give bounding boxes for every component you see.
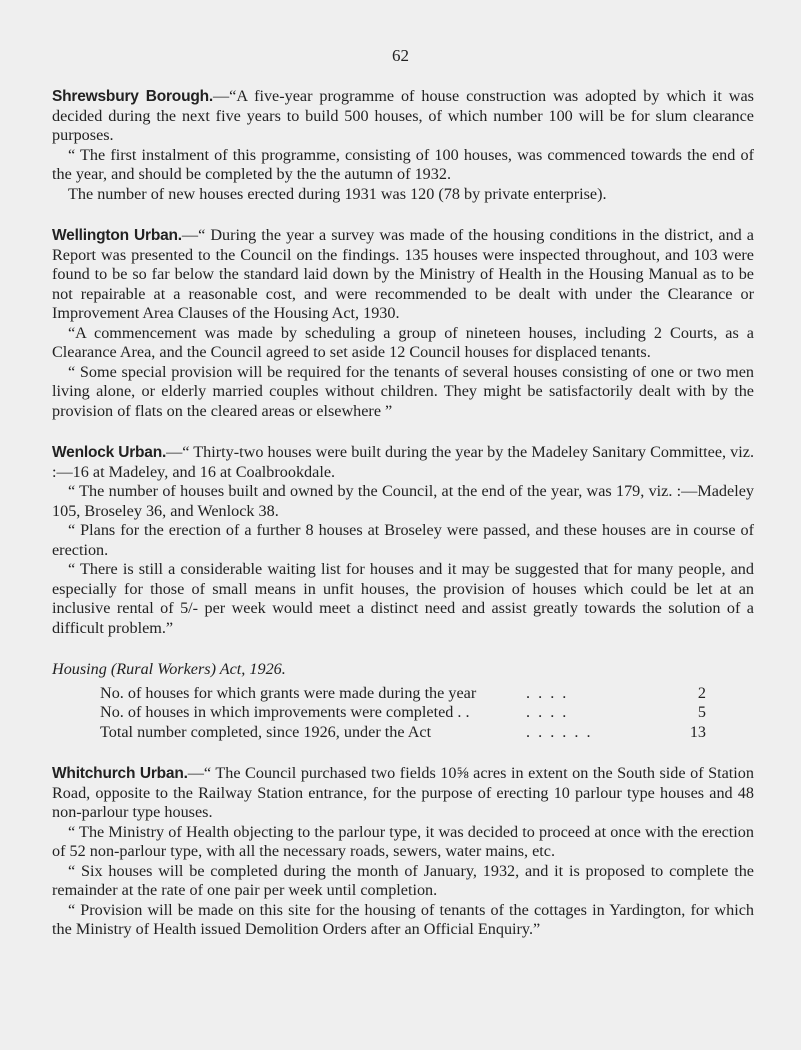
section-shrewsbury [52, 87, 754, 204]
act-stat-row [100, 684, 706, 704]
section-wellington [52, 226, 754, 421]
section-whitchurch [52, 764, 754, 940]
paragraph: —“ During the year a survey was made of the housing conditions in the district, and a Report was presented to the Council on the findings. 135 houses were inspected throughout, and 103 were found to be so far below the standard laid down by the Ministry of Health in the Housing Manual as to be not repairable at a reasonable cost, and were recommended to be dealt with under the Clearance or Improvement Area Clauses of the Housing Act, 1930. [52, 226, 754, 322]
act-title: Housing (Rural Workers) Act, 1926. [52, 660, 286, 678]
stat-value: 5 [697, 703, 706, 721]
paragraph: “ There is still a considerable waiting list for houses and it may be suggested that for many people, and especially for those of small means in unfit houses, the provision of houses which could be let at an inclusive rental of 5/- per week would meet a distinct need and assist greatly towards the solution of a difficult problem.” [52, 560, 754, 637]
stat-leader-dots: . . . . [526, 703, 569, 721]
paragraph: —“ The Council purchased two fields 10⅝ acres in extent on the South side of Station Road, opposite to the Railway Station entrance, for the purpose of erecting 10 parlour type houses and 48 non-parlour type houses. [52, 764, 754, 821]
stat-leader-dots: . . . . [526, 683, 569, 702]
paragraph: “ Some special provision will be required for the tenants of several houses consisting of one or two men living alone, or elderly married couples without children. They might be satisfactorily dealt with by the provision of flats on the cleared areas or elsewhere ” [52, 362, 754, 420]
section-heading: Shrewsbury Borough. [52, 88, 213, 105]
stat-label: Total number completed, since 1926, under the Act [100, 722, 432, 741]
paragraph: —“ Thirty-two houses were built during the year by the Madeley Sanitary Committee, viz. :—16 at Madeley, and 16 at Coalbrookdale. [52, 443, 754, 481]
paragraph: The number of new houses erected during 1931 was 120 (78 by private enterprise). [68, 184, 607, 203]
page-number: 62 [392, 46, 409, 65]
stat-leader-dots: . . . . . . [526, 722, 593, 741]
stat-label: No. of houses for which grants were made during the year [100, 683, 477, 702]
section-heading: Whitchurch Urban. [52, 765, 188, 782]
paragraph: “ Six houses will be completed during the month of January, 1932, and it is proposed to complete the remainder at the rate of one pair per week until completion. [52, 861, 754, 899]
section-housing-act [52, 660, 754, 742]
act-stat-row [100, 723, 706, 743]
stat-label: No. of houses in which improvements were completed . . [100, 703, 470, 721]
paragraph: “ The first instalment of this programme, consisting of 100 houses, was commenced towards the end of the year, and should be completed by the the autumn of 1932. [52, 145, 754, 183]
document-body [52, 87, 754, 962]
section-heading: Wellington Urban. [52, 227, 182, 244]
act-stat-row [100, 703, 706, 723]
stat-value: 13 [689, 722, 706, 741]
stat-value: 2 [697, 683, 706, 702]
section-heading: Wenlock Urban. [52, 444, 167, 461]
paragraph: “ Plans for the erection of a further 8 houses at Broseley were passed, and these houses are in course of erection. [52, 521, 754, 559]
paragraph: “ The Ministry of Health objecting to the parlour type, it was decided to proceed at once with the erection of 52 non-parlour type, with all the necessary roads, sewers, water mains, etc. [52, 822, 754, 860]
section-wenlock [52, 443, 754, 638]
paragraph: —“A five-year programme of house construction was adopted by which it was decided during the next five years to build 500 houses, of which number 100 will be for slum clearance purposes. [52, 87, 754, 144]
paragraph: “ The number of houses built and owned by the Council, at the end of the year, was 179, viz. :—Madeley 105, Broseley 36, and Wenlock 38. [52, 482, 754, 520]
paragraph: “A commencement was made by scheduling a group of nineteen houses, including 2 Courts, as a Clearance Area, and the Council agreed to set aside 12 Council houses for displaced tenants. [52, 323, 754, 361]
paragraph: “ Provision will be made on this site for the housing of tenants of the cottages in Yardington, for which the Ministry of Health issued Demolition Orders after an Official Enquiry.” [52, 900, 754, 938]
